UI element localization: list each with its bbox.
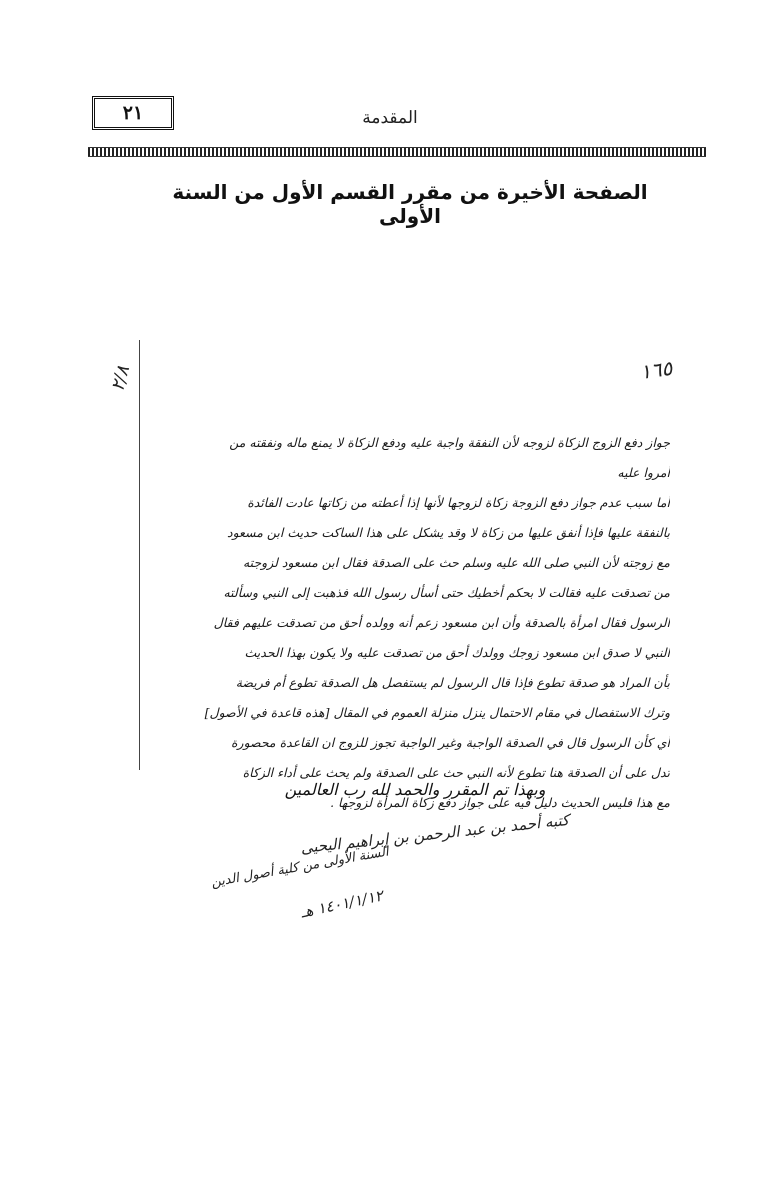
handwritten-body (130, 428, 670, 818)
body-line: تدل على أن الصدقة هنا تطوع لأنه النبي حث على الصدقة ولم يحث على أداء الزكاة (242, 765, 670, 780)
body-line: من تصدقت عليه فقالت لا بحكم أخطيك حتى أسأل رسول الله فذهبت إلى النبي وسألته (223, 585, 670, 600)
body-line: وترك الاستفصال في مقام الاحتمال ينزل منزلة العموم في المقال [هذه قاعدة في الأصول] (204, 705, 670, 720)
body-line: أمروا عليه (617, 465, 670, 480)
signature-name: كتبه أحمد بن عبد الرحمن بن إبراهيم اليحيى (299, 810, 570, 858)
body-line: بأن المراد هو صدقة تطوع فإذا قال الرسول لم يستفصل هل الصدقة تطوع أم فريضة (235, 675, 670, 690)
header-rule (88, 147, 706, 157)
margin-number: ١٦٥ (638, 355, 674, 385)
body-line: أما سبب عدم جواز دفع الزوجة زكاة لزوجها لأنها إذا أعطته من زكاتها عادت الفائدة (247, 495, 670, 510)
signature-date: ١٤٠١/١/١٢ هـ (299, 886, 385, 922)
body-line: بالنفقة عليها فإذا أنفق عليها من زكاة لا وقد يشكل على هذا الساكت حديث ابن مسعود (227, 525, 670, 540)
body-line: الرسول فقال امرأة بالصدقة وأن ابن مسعود زعم أنه وولده أحق من تصدقت عليهم فقال (213, 615, 670, 630)
body-line: أي كأن الرسول قال في الصدقة الواجبة وغير الواجبة تجوز للزوج ان القاعدة محصورة (230, 735, 670, 750)
page-number: ٢١ (122, 102, 144, 124)
body-line: مع هذا فليس الحديث دليل فيه على جواز دفع زكاة المرأة لزوجها . (330, 795, 670, 810)
body-line: النبي لا صدق ابن مسعود زوجك وولدك أحق من تصدقت عليه ولا يكون بهذا الحديث (244, 645, 670, 660)
page-number-box (92, 96, 174, 130)
body-line: جواز دفع الزوج الزكاة لزوجه لأن النفقة واجبة عليه ودفع الزكاة لا يمنع ماله ونفقته من (229, 435, 670, 450)
section-title: المقدمة (362, 108, 418, 128)
margin-note-left: ٢/٨ (107, 363, 135, 394)
body-line: مع زوجته لأن النبي صلى الله عليه وسلم حث على الصدقة فقال ابن مسعود لزوجته (242, 555, 670, 570)
signature-affiliation: السنة الأولى من كلية أصول الدين (210, 844, 390, 891)
closing-line: وبهذا تم المقرر والحمد لله رب العالمين (284, 780, 546, 799)
page-title: الصفحة الأخيرة من مقرر القسم الأول من السنة الأولى (172, 180, 648, 228)
